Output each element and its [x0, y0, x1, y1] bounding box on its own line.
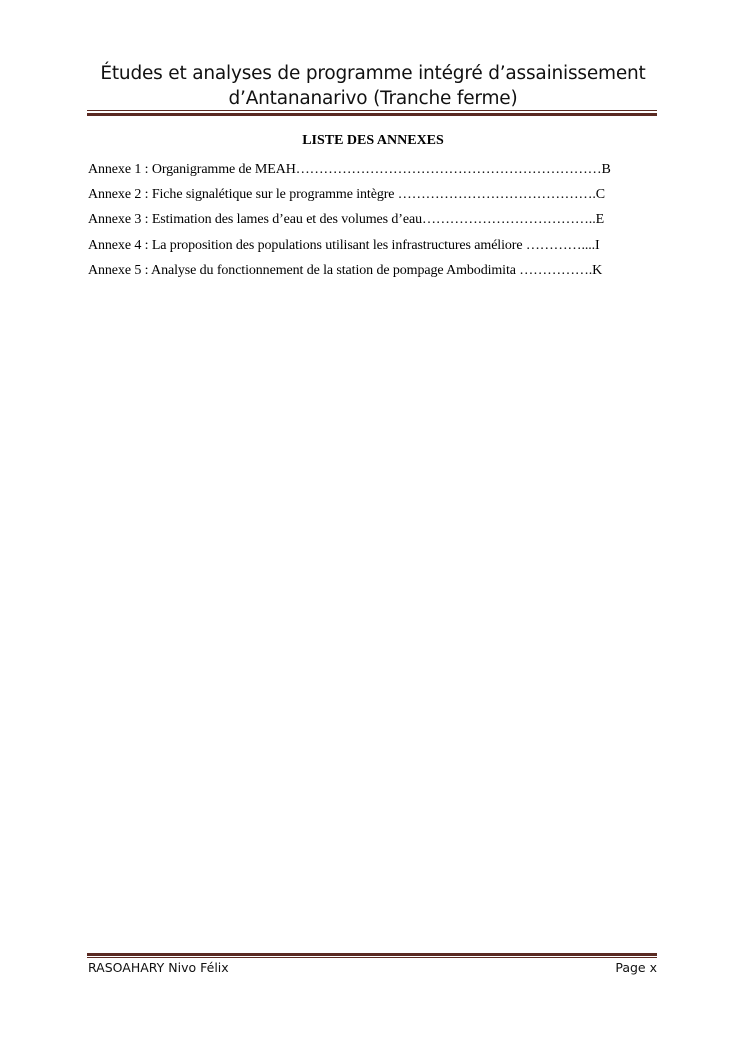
annex-item-1: Annexe 1 : Organigramme de MEAH…………………………………………………………B	[88, 162, 611, 177]
header-title-line1: Études et analyses de programme intégré d’assainissement	[100, 63, 646, 84]
annex-item-2: Annexe 2 : Fiche signalétique sur le programme intègre …………………………………….C	[88, 187, 606, 203]
header-title-line2: d’Antananarivo (Tranche ferme)	[228, 88, 518, 109]
annex-list-title: LISTE DES ANNEXES	[302, 133, 444, 148]
annex-item-4: Annexe 4 : La proposition des populations utilisant les infrastructures améliore …………....I	[88, 237, 600, 253]
footer-rule-thick	[87, 953, 657, 956]
footer-page-number: Page x	[615, 960, 657, 975]
annex-list	[88, 157, 658, 283]
header-rule-thin	[87, 110, 657, 111]
footer-author: RASOAHARY Nivo Félix	[88, 960, 229, 975]
header-rule-thick	[87, 113, 657, 116]
footer-rule-thin	[87, 957, 657, 958]
annex-item-5: Annexe 5 : Analyse du fonctionnement de la station de pompage Ambodimita …………….K	[88, 262, 603, 278]
annex-item-3: Annexe 3 : Estimation des lames d’eau et des volumes d’eau………………………………..E	[88, 212, 605, 228]
